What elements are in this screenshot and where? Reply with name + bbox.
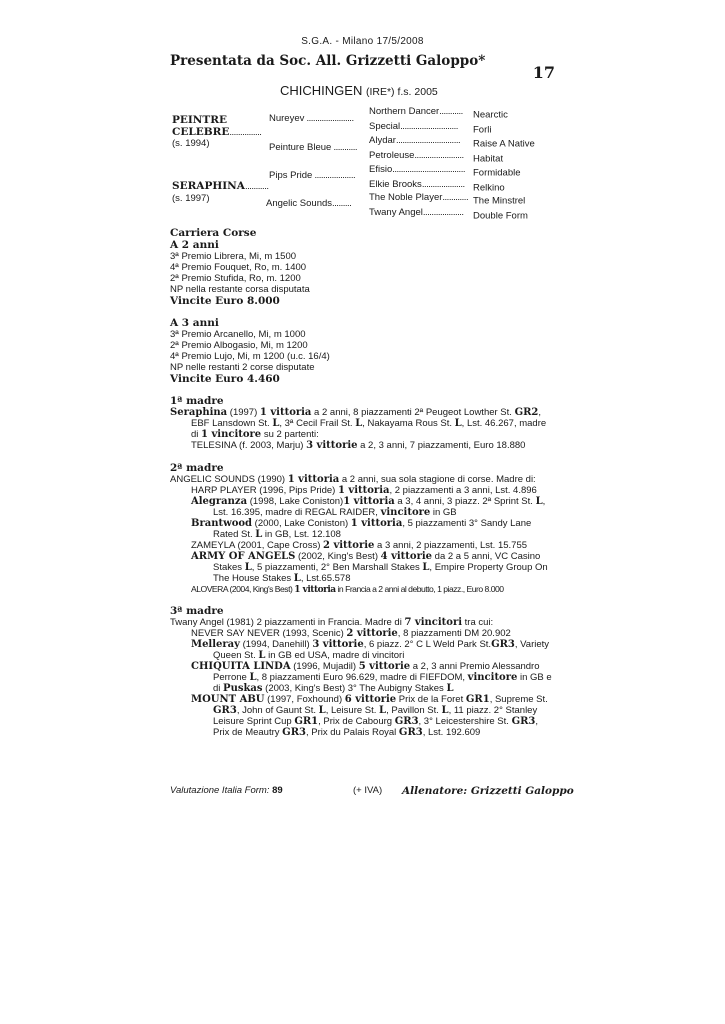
ped-gen2-item: Pips Pride ...................	[269, 170, 356, 181]
valuation-value: 89	[272, 785, 283, 796]
sire-year: (s. 1994)	[172, 138, 210, 149]
text: , 2 piazzamenti a 3 anni, Lst. 4.896	[389, 485, 537, 496]
text: , Prix de Meautry	[213, 716, 539, 738]
bold-text: 1 vittoria	[343, 496, 395, 507]
text: (2002, King's Best)	[295, 551, 381, 562]
bold-text: MOUNT ABU	[191, 694, 265, 705]
seraphina-entry	[170, 407, 556, 440]
text: a 2, 3 anni, 7 piazzamenti, Euro 18.880	[357, 440, 526, 451]
text: a 2 anni, sua sola stagione di corse. Madre di:	[339, 474, 536, 485]
text: , 3° Leicestershire St.	[418, 716, 512, 727]
text: in Francia a 2 anni al debutto, 1 piazz., Euro 8.000	[335, 584, 504, 594]
ped-gen3-row: Northern Dancer........... Nearctic	[369, 106, 508, 121]
first-dam-title: 1ª madre	[170, 395, 224, 407]
sire-name-2: CELEBRE	[172, 125, 230, 138]
ped-name: The Minstrel	[473, 195, 526, 207]
sale-header: S.G.A. - Milano 17/5/2008	[301, 36, 424, 47]
ped-name: Special	[369, 121, 401, 132]
bold-text: GR1	[294, 716, 319, 727]
race-line: 3ª Premio Arcanello, Mi, m 1000	[170, 329, 306, 340]
second-dam-section	[170, 462, 558, 596]
progeny-entry	[170, 518, 558, 540]
text: TELESINA (f. 2003, Marju)	[191, 440, 307, 451]
vat-note: (+ IVA)	[353, 785, 383, 796]
age3-title: A 3 anni	[170, 317, 219, 329]
text: su 2 partenti:	[261, 429, 319, 440]
trainer: Allenatore: Grizzetti Galoppo	[402, 785, 574, 797]
text: , Lst. 16.395, madre di REGAL RAIDER,	[213, 496, 546, 518]
career-title: Carriera Corse	[170, 227, 257, 239]
ped-gen3-row: Twany Angel................... Double Form	[369, 207, 528, 222]
text: , Prix de Cabourg	[318, 716, 395, 727]
progeny-entry	[170, 485, 558, 496]
ped-name: Relkino	[473, 182, 505, 194]
ped-name: Alydar	[369, 135, 396, 146]
bold-text: L	[454, 418, 462, 429]
text: ANGELIC SOUNDS (1990)	[170, 474, 288, 485]
horse-tag: (IRE*) f.s. 2005	[365, 86, 438, 98]
second-dam-intro	[170, 474, 558, 485]
bold-text: GR2	[514, 407, 539, 418]
ped-name: Pips Pride	[269, 170, 313, 181]
bold-text: 7 vincitori	[404, 617, 463, 628]
dam-name: SERAPHINA	[172, 180, 245, 192]
ped-gen2-item: Peinture Bleue ...........	[269, 142, 358, 153]
bold-text: ARMY OF ANGELS	[191, 551, 296, 562]
text: a 3 anni, 2 piazzamenti, Lst. 15.755	[374, 540, 528, 551]
progeny-entry	[170, 628, 556, 639]
text: , Lst. 46.267, madre di	[191, 418, 547, 440]
ped-gen2-item: Nureyev ......................	[269, 113, 354, 124]
bold-text: 3 vittorie	[312, 639, 364, 650]
bold-text: Alegranza	[191, 496, 248, 507]
ped-name: Efisio	[369, 164, 393, 175]
bold-text: L	[318, 705, 326, 716]
text: Prix de la Foret	[396, 694, 466, 705]
bold-text: L	[255, 529, 263, 540]
text: in GB	[430, 507, 457, 518]
bold-text: GR3	[394, 716, 419, 727]
text: da 2 a 5 anni, VC Casino Stakes	[213, 551, 541, 573]
ped-name: Formidable	[473, 167, 521, 179]
bold-text: GR3	[511, 716, 536, 727]
text: , Nakayama Rous St.	[362, 418, 455, 429]
bold-text: 2 vittorie	[346, 628, 398, 639]
lot-number: 17	[532, 63, 555, 82]
text: a 2 anni, 8 piazzamenti 2ª Peugeot Lowther St.	[311, 407, 515, 418]
text: (1997)	[227, 407, 260, 418]
progeny-entry	[170, 584, 558, 596]
ped-gen2-item: Angelic Sounds.........	[266, 198, 352, 209]
text: (1998, Lake Coniston)	[247, 496, 344, 507]
age2-winnings: Vincite Euro 8.000	[170, 295, 280, 307]
text: (2000, Lake Coniston)	[252, 518, 351, 529]
text: ZAMEYLA (2001, Cape Cross)	[191, 540, 323, 551]
ped-gen3-group	[369, 164, 521, 194]
race-line: 2ª Premio Stufida, Ro, m. 1200	[170, 273, 301, 284]
second-dam-title: 2ª madre	[170, 462, 224, 474]
bold-text: vincitore	[467, 672, 518, 683]
bold-text: GR3	[491, 639, 515, 650]
text: , Empire Property Group On The House Stakes	[213, 562, 548, 584]
dam-year: (s. 1997)	[172, 192, 210, 204]
ped-gen3-row: The Noble Player............ The Minstrel	[369, 192, 526, 207]
text: , Leisure St.	[325, 705, 380, 716]
bold-text: 1 vittoria	[294, 585, 336, 595]
career-section	[170, 227, 570, 385]
ped-name: The Noble Player	[369, 192, 443, 203]
bold-text: L	[441, 705, 449, 716]
bold-text: Puskas	[223, 683, 263, 694]
ped-name: Double Form	[473, 210, 528, 222]
bold-text: 6 vittorie	[344, 694, 397, 705]
text: , Pavillon St.	[386, 705, 442, 716]
text: , 3ª Cecil Frail St.	[279, 418, 356, 429]
text: a 2, 3 anni Premio Alessandro Perrone	[213, 661, 540, 683]
text: (2003, King's Best) 3° The Aubigny Stakes	[262, 683, 447, 694]
ped-name: Habitat	[473, 153, 504, 165]
bold-text: 5 vittorie	[358, 661, 411, 672]
horse-title	[280, 83, 438, 98]
bold-text: 3 vittorie	[306, 440, 358, 451]
valuation-label: Valutazione Italia Form:	[170, 785, 270, 796]
text: in GB e di	[213, 672, 552, 694]
pedigree-dam: SERAPHINA........... (s. 1997)	[172, 180, 269, 204]
text: , 11 piazz. 2° Stanley Leisure Sprint Cup	[213, 705, 538, 727]
text: (1996, Mujadil)	[290, 661, 359, 672]
bold-text: L	[249, 672, 257, 683]
text: , EBF Lansdown St.	[191, 407, 542, 429]
text: , Supreme St.	[489, 694, 548, 705]
progeny-entry	[170, 496, 558, 518]
text: , Prix du Palais Royal	[305, 727, 399, 738]
third-dam-intro	[170, 617, 556, 628]
valuation	[170, 785, 283, 796]
bold-text: L	[293, 573, 301, 584]
bold-text: GR3	[398, 727, 423, 738]
bold-text: 4 vittorie	[380, 551, 433, 562]
bold-text: GR3	[213, 705, 237, 716]
race-line: NP nelle restanti 2 corse disputate	[170, 362, 315, 373]
presenter-line: Presentata da Soc. All. Grizzetti Galoppo*	[170, 53, 486, 69]
ped-gen3-group	[369, 106, 508, 136]
bold-text: L	[355, 418, 363, 429]
ped-gen3-row: Alydar.............................. Raise A Native	[369, 135, 535, 150]
text: a 3, 4 anni, 3 piazz. 2ª Sprint St.	[394, 496, 536, 507]
ped-name: Nureyev	[269, 113, 305, 124]
bold-text: L	[379, 705, 387, 716]
text: , 8 piazzamenti DM 20.902	[397, 628, 511, 639]
race-line: NP nella restante corsa disputata	[170, 284, 310, 295]
ped-gen3-row: Elkie Brooks.................... Relkino	[369, 179, 505, 194]
ped-name: Petroleuse	[369, 150, 415, 161]
bold-text: L	[244, 562, 252, 573]
bold-text: L	[422, 562, 430, 573]
bold-text: 1 vittoria	[287, 474, 340, 485]
ped-name: Nearctic	[473, 109, 508, 121]
bold-text: 1 vittoria	[350, 518, 403, 529]
text: NEVER SAY NEVER (1993, Scenic)	[191, 628, 347, 639]
first-dam-section	[170, 395, 556, 451]
ped-gen3-row: Efisio.................................. Formidable	[369, 164, 521, 179]
text: in GB, Lst. 12.108	[262, 529, 341, 540]
bold-text: L	[272, 418, 280, 429]
text: , 8 piazzamenti Euro 96.629, madre di FIEFDOM,	[256, 672, 468, 683]
bold-text: CHIQUITA LINDA	[191, 661, 291, 672]
text: , 6 piazz. 2° C L Weld Park St.	[363, 639, 492, 650]
race-line: 4ª Premio Fouquet, Ro, m. 1400	[170, 262, 307, 273]
progeny-entry	[170, 639, 556, 661]
text: (1997, Foxhound)	[264, 694, 345, 705]
bold-text: Seraphina	[170, 407, 228, 418]
bold-text: vincitore	[380, 507, 431, 518]
bold-text: L	[535, 496, 543, 507]
text: , 5 piazzamenti, 2° Ben Marshall Stakes	[251, 562, 423, 573]
text: , John of Gaunt St.	[236, 705, 319, 716]
bold-text: L	[446, 683, 454, 694]
pedigree-sire: PEINTRE CELEBRE............... (s. 1994)	[172, 114, 262, 149]
bold-text: 1 vittoria	[259, 407, 312, 418]
telesina-entry	[170, 440, 556, 451]
text: in GB ed USA, madre di vincitori	[265, 650, 405, 661]
ped-name: Forli	[473, 124, 492, 136]
ped-gen3-row: Petroleuse....................... Habitat	[369, 150, 504, 165]
text: HARP PLAYER (1996, Pips Pride)	[191, 485, 338, 496]
ped-name: Angelic Sounds	[266, 198, 333, 209]
ped-gen3-group	[369, 192, 528, 222]
progeny-entry	[170, 540, 558, 551]
ped-name: Northern Dancer	[369, 106, 440, 117]
ped-gen3-row: Special........................... Forli	[369, 121, 492, 136]
bold-text: L	[258, 650, 266, 661]
text: (1994, Danehill)	[239, 639, 313, 650]
bold-text: Melleray	[191, 639, 240, 650]
bold-text: 2 vittorie	[323, 540, 375, 551]
ped-name: Twany Angel	[369, 207, 423, 218]
text: , Lst.65.578	[300, 573, 351, 584]
third-dam-title: 3ª madre	[170, 605, 224, 617]
text: , Lst. 192.609	[422, 727, 481, 738]
text: ALOVERA (2004, King's Best)	[191, 584, 295, 594]
ped-gen3-group	[369, 135, 535, 165]
text: tra cui:	[462, 617, 494, 628]
bold-text: GR1	[465, 694, 490, 705]
ped-name: Peinture Bleue	[269, 142, 332, 153]
race-line: 4ª Premio Lujo, Mi, m 1200 (u.c. 16/4)	[170, 351, 330, 362]
ped-name: Raise A Native	[473, 138, 535, 150]
third-dam-section	[170, 605, 556, 738]
bold-text: Brantwood	[191, 518, 253, 529]
sire-name-1: PEINTRE	[172, 114, 227, 126]
ped-name: Elkie Brooks	[369, 179, 422, 190]
progeny-entry	[170, 661, 556, 694]
text: Twany Angel (1981) 2 piazzamenti in Francia. Madre di	[170, 617, 405, 628]
bold-text: 1 vincitore	[201, 429, 262, 440]
bold-text: GR3	[282, 727, 306, 738]
age2-title: A 2 anni	[170, 239, 219, 251]
race-line: 3ª Premio Librera, Mi, m 1500	[170, 251, 297, 262]
bold-text: 1 vittoria	[337, 485, 390, 496]
progeny-entry	[170, 694, 556, 738]
age3-winnings: Vincite Euro 4.460	[170, 373, 280, 385]
race-line: 2ª Premio Albogasio, Mi, m 1200	[170, 340, 308, 351]
horse-name: CHICHINGEN	[280, 83, 363, 98]
progeny-entry	[170, 551, 558, 584]
text: , 5 piazzamenti 3° Sandy Lane Rated St.	[213, 518, 532, 540]
text: , Variety Queen St.	[213, 639, 550, 661]
